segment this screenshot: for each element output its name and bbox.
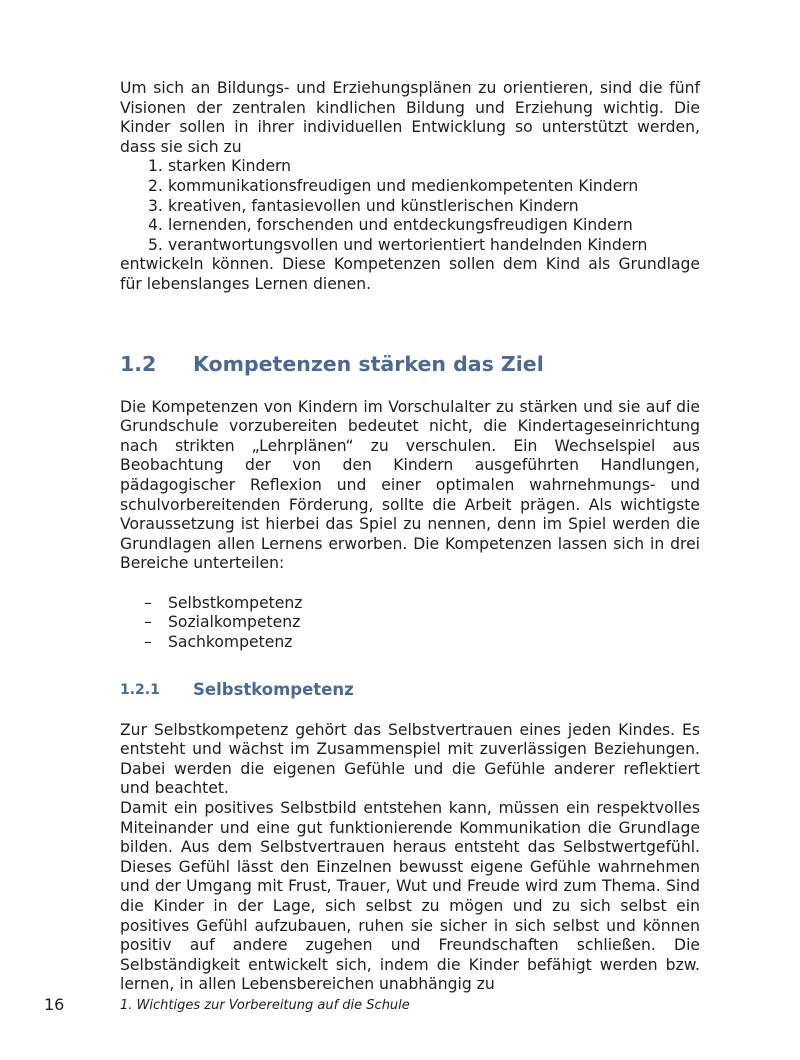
list-text: Sozialkompetenz: [168, 613, 301, 632]
section-body: Die Kompetenzen von Kindern im Vorschulalter zu stärken und sie auf die Grundschule vorzubereiten bedeutet nicht, die Kindertageseinrichtung nach strikten „Lehrplänen“ zu verschulen. Ein Wechselspiel aus Beobachtung der von den Kindern ausgeführten Handlungen, pädagogischer Reflexion und einer optimalen wahrnehmungs- und schulvorbereitenden Förderung, sollte die Arbeit prägen. Als wichtigste Voraussetzung ist hierbei das Spiel zu nennen, denn im Spiel werden die Grundlagen allen Lernens erworben. Die Kompetenzen lassen sich in drei Bereiche unterteilen:: [120, 397, 700, 573]
list-text: kommunikationsfreudigen und medienkompetenten Kindern: [168, 176, 639, 195]
page-content: [120, 79, 700, 995]
subsection-title: Selbstkompetenz: [193, 679, 354, 699]
list-item: [120, 236, 700, 256]
list-item: [120, 177, 700, 197]
dash-marker: –: [144, 613, 152, 632]
list-item: [120, 633, 700, 653]
subsection-paragraph-2: Damit ein positives Selbstbild entstehen kann, müssen ein respektvolles Miteinander und eine gut funktionierende Kommunikation die Grundlage bilden. Aus dem Selbstvertrauen heraus entsteht das Selbstwertgefühl. Dieses Gefühl lässt den Einzelnen bewusst eigene Gefühle wahrnehmen und der Umgang mit Frust, Trauer, Wut und Freude wird zum Thema. Sind die Kinder in der Lage, sich selbst zu mögen und zu sich selbst ein positives Gefühl aufzubauen, ruhen sie sicher in sich selbst und können positiv auf andere zugehen und Freundschaften schließen. Die Selbständigkeit entwickelt sich, indem die Kinder befähigt werden bzw. lernen, in allen Lebensbereichen unabhängig zu: [120, 799, 700, 994]
subsection-number: 1.2.1: [120, 681, 160, 698]
list-text: Sachkompetenz: [168, 633, 293, 652]
visions-list: [120, 157, 700, 255]
list-item: [120, 216, 700, 236]
list-number: 3.: [148, 196, 163, 215]
dash-marker: –: [144, 593, 152, 612]
intro-closing: entwickeln können. Diese Kompetenzen sollen dem Kind als Grundlage für lebenslanges Lernen dienen.: [120, 255, 700, 293]
list-number: 1.: [148, 157, 163, 176]
list-text: kreativen, fantasievollen und künstlerischen Kindern: [168, 196, 579, 215]
list-number: 4.: [148, 216, 163, 235]
list-item: [120, 613, 700, 633]
list-text: Selbstkompetenz: [168, 593, 303, 612]
dash-marker: –: [144, 633, 152, 652]
page-number: 16: [44, 995, 65, 1014]
list-text: starken Kindern: [168, 157, 292, 176]
section-title: Kompetenzen stärken das Ziel: [193, 351, 544, 376]
list-number: 5.: [148, 235, 163, 254]
list-text: verantwortungsvollen und wertorientiert handelnden Kindern: [168, 235, 648, 254]
section-heading: [120, 351, 700, 377]
subsection-heading: [120, 679, 700, 701]
list-item: [120, 594, 700, 614]
list-item: [120, 157, 700, 177]
running-head: 1. Wichtiges zur Vorbereitung auf die Schule: [120, 998, 410, 1013]
page-footer: [0, 995, 800, 1015]
subsection-paragraph-1: Zur Selbstkompetenz gehört das Selbstvertrauen eines jeden Kindes. Es entsteht und wächst im Zusammenspiel mit zuverlässigen Beziehungen. Dabei werden die eigenen Gefühle und die Gefühle anderer reflektiert und beachtet.: [120, 720, 700, 798]
intro-lead: Um sich an Bildungs- und Erziehungsplänen zu orientieren, sind die fünf Visionen der zentralen kindlichen Bildung und Erziehung wichtig. Die Kinder sollen in ihrer individuellen Entwicklung so unterstützt werden, dass sie sich zu: [120, 79, 700, 156]
list-item: [120, 197, 700, 217]
list-number: 2.: [148, 176, 163, 195]
list-text: lernenden, forschenden und entdeckungsfreudigen Kindern: [168, 216, 633, 235]
section-number: 1.2: [120, 351, 157, 376]
competence-areas-list: [120, 594, 700, 653]
